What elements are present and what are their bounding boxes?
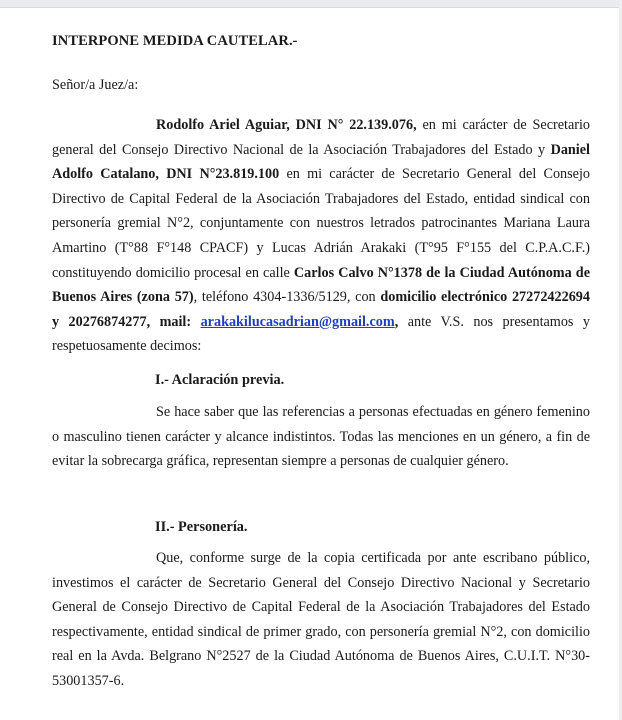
intro-text-3: , teléfono 4304-1336/5129, con [193, 289, 381, 306]
intro-text-5: ante V.S. nos presentamos y respetuosamente decimos: [52, 313, 591, 355]
section-body-personeria [52, 546, 590, 694]
salutation: Señor/a Juez/a: [52, 77, 139, 93]
section-text-personeria: Que, conforme surge de la copia certificada por ante escribano público, investimos el carácter de Secretario General del Consejo Directivo Nacional y Secretario General de Consejo Directivo de Capital Federal de la Asociación Trabajadores del Estado respectivamente, entidad sindical de primer grado, con personería gremial N°2, con domicilio real en la Avda. Belgrano N°2527 de la Ciudad Autónoma de Buenos Aires, C.U.I.T. N°30-53001357-6. [52, 550, 590, 689]
plaintiff-name-1: Rodolfo Ariel Aguiar, DNI N° 22.139.076, [156, 117, 417, 133]
email-link[interactable]: arakakilucasadrian@gmail.com [200, 313, 395, 330]
document-title: INTERPONE MEDIDA CAUTELAR.- [52, 33, 298, 49]
section-heading-aclaracion: I.- Aclaración previa. [155, 372, 285, 388]
intro-text-4 [191, 314, 200, 330]
intro-comma: , [394, 313, 399, 330]
intro-paragraph [52, 113, 590, 359]
section-text-aclaracion: Se hace saber que las referencias a personas efectuadas en género femenino o masculino tienen carácter y alcance indistintos. Todas las menciones en un género, a fin de evitar la sobrecarga gráfica, representan siempre a personas de cualquier género. [52, 404, 590, 470]
procedural-address: Carlos Calvo N°1378 de la Ciudad Autónoma de Buenos Aires (zona 57) [52, 264, 590, 306]
viewer-top-bar [0, 0, 622, 8]
intro-text-1: en mi carácter de Secretario general del Consejo Directivo Nacional de la Asociación Trabajadores del Estado y [52, 117, 591, 158]
plaintiff-name-2: Daniel Adolfo Catalano, DNI N°23.819.100 [52, 141, 590, 183]
electronic-domicile: domicilio electrónico 27272422694 y 20276874277, mail: [52, 289, 590, 330]
intro-text-2: en mi carácter de Secretario General del Consejo Directivo de Capital Federal de la Asociación Trabajadores del Estado, entidad sindical con personería gremial N°2, conjuntamente con nuestros letrados patrocinantes Mariana Laura Amartino (T°88 F°148 CPACF) y Lucas Adrián Arakaki (T°95 F°155 del C.P.A.C.F.) constituyendo domicilio procesal en calle [52, 166, 591, 281]
section-heading-personeria: II.- Personería. [155, 519, 248, 535]
section-body-aclaracion [52, 400, 590, 474]
